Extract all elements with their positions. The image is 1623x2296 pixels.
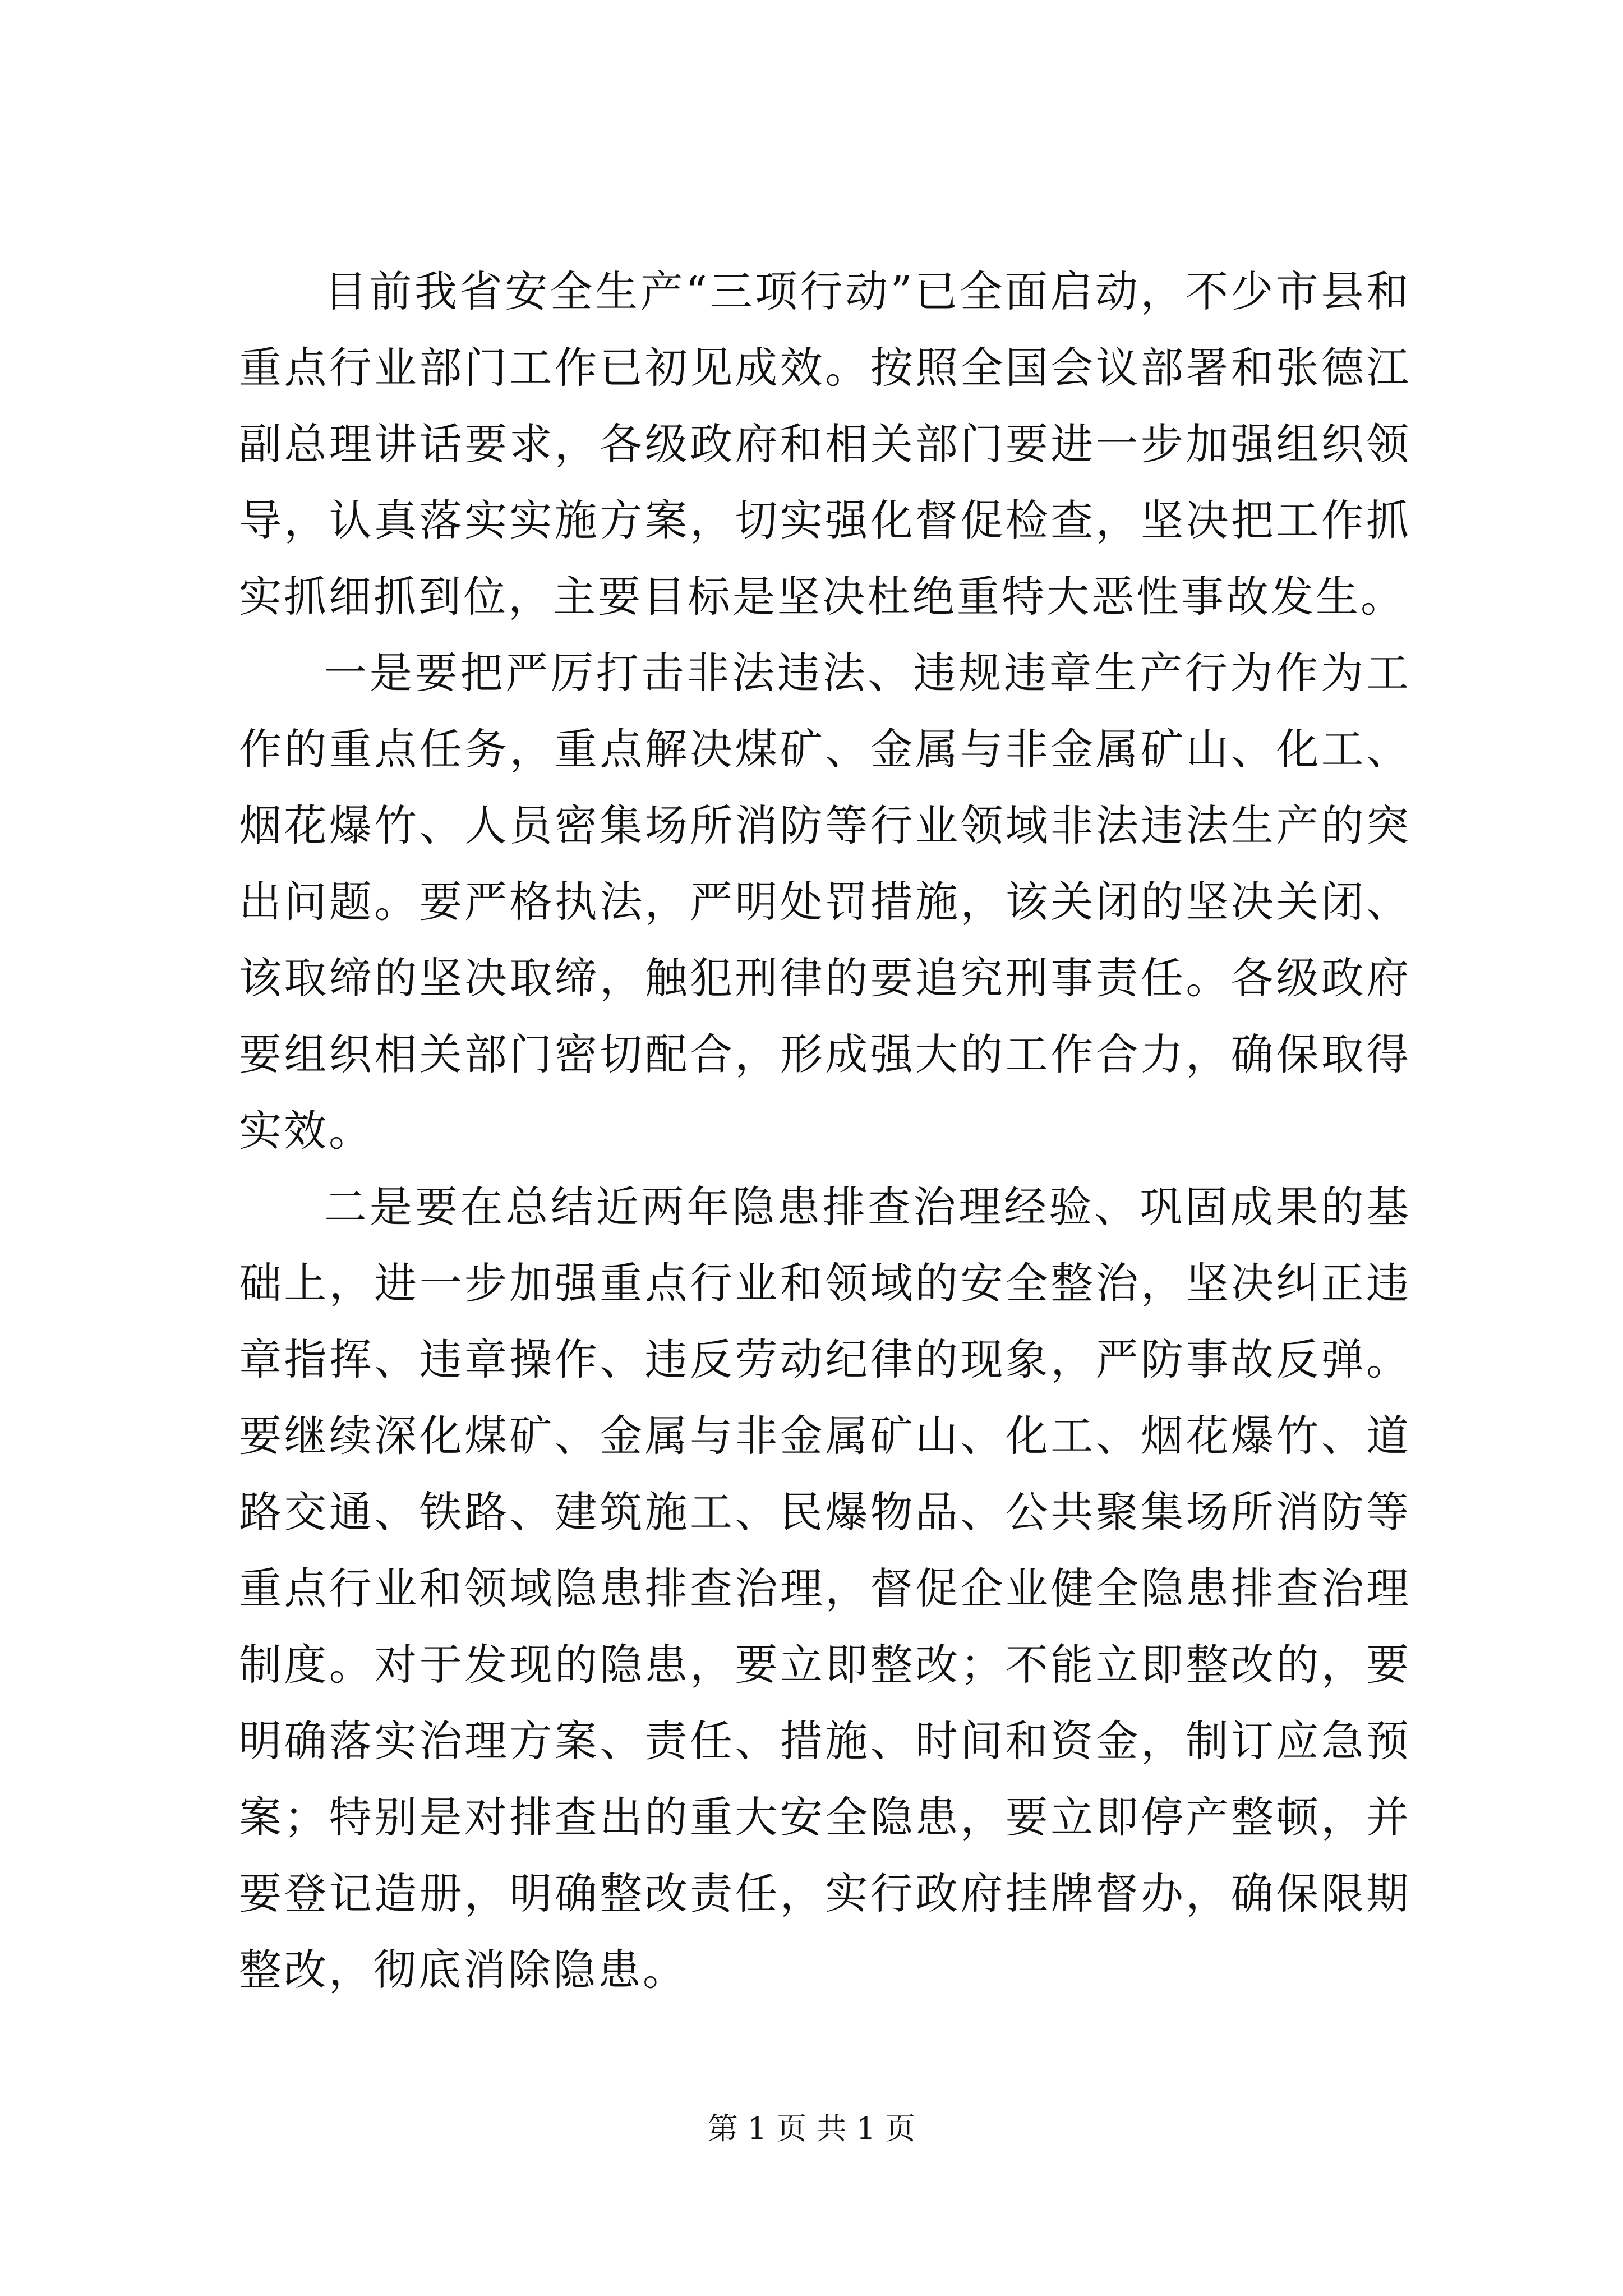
page-number-label: 第 1 页 共 1 页	[707, 2111, 916, 2146]
paragraph-point-one: 一是要把严厉打击非法违法、违规违章生产行为作为工作的重点任务，重点解决煤矿、金属与非金属矿山、化工、烟花爆竹、人员密集场所消防等行业领域非法违法生产的突出问题。要严格执法，严明处罚措施，该关闭的坚决关闭、该取缔的坚决取缔，触犯刑律的要追究刑事责任。各级政府要组织相关部门密切配合，形成强大的工作合力，确保取得实效。	[239, 648, 1411, 1156]
page-footer	[0, 2106, 1623, 2151]
document-body	[239, 254, 1411, 2008]
paragraph-intro: 目前我省安全生产“三项行动”已全面启动，不少市县和重点行业部门工作已初见成效。按照全国会议部署和张德江副总理讲话要求，各级政府和相关部门要进一步加强组织领导，认真落实实施方案，切实强化督促检查，坚决把工作抓实抓细抓到位，主要目标是坚决杜绝重特大恶性事故发生。	[239, 266, 1411, 622]
paragraph-point-two: 二是要在总结近两年隐患排查治理经验、巩固成果的基础上，进一步加强重点行业和领域的安全整治，坚决纠正违章指挥、违章操作、违反劳动纪律的现象，严防事故反弹。要继续深化煤矿、金属与非金属矿山、化工、烟花爆竹、道路交通、铁路、建筑施工、民爆物品、公共聚集场所消防等重点行业和领域隐患排查治理，督促企业健全隐患排查治理制度。对于发现的隐患，要立即整改；不能立即整改的，要明确落实治理方案、责任、措施、时间和资金，制订应急预案；特别是对排查出的重大安全隐患，要立即停产整顿，并要登记造册，明确整改责任，实行政府挂牌督办，确保限期整改，彻底消除隐患。	[239, 1182, 1411, 1995]
